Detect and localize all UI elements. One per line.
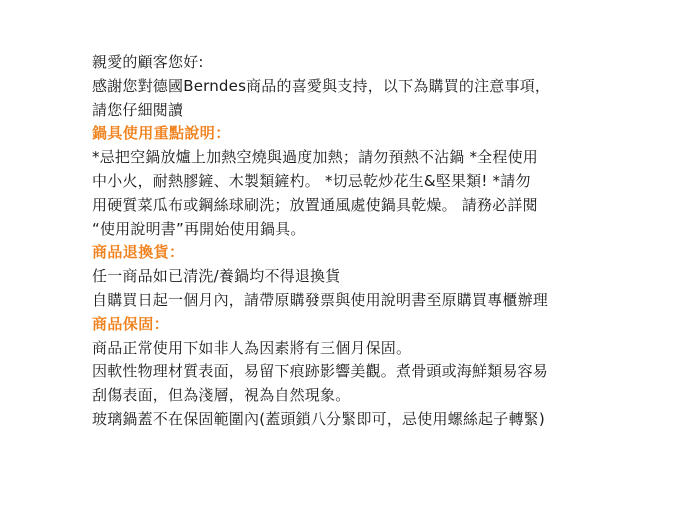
usage-heading: 鍋具使用重點說明： [92,124,231,143]
warranty-line: 玻璃鍋蓋不在保固範圍內(蓋頭鎖八分緊即可，忌使用螺絲起子轉緊) [92,409,545,428]
usage-line: 用硬質菜瓜布或鋼絲球刷洗；放置通風處使鍋具乾燥。 請務必詳閱 [92,195,538,214]
returns-line: 自購買日起一個月內，請帶原購發票與使用說明書至原購買專櫃辦理 [92,290,549,309]
returns-line: 任一商品如已清洗/養鍋均不得退換貨 [92,267,341,286]
greeting: 親愛的顧客您好: [92,53,204,71]
warranty-line: 刮傷表面，但為淺層，視為自然現象。 [92,386,351,405]
warranty-line: 因軟性物理材質表面，易留下痕跡影響美觀。煮骨頭或海鮮類易容易 [92,362,549,381]
usage-line: *忌把空鍋放爐上加熱空燒與過度加熱；請勿預熱不沾鍋 *全程使用 [92,148,538,167]
care-notice [92,51,612,432]
usage-line: “使用說明書”再開始使用鍋具。 [92,219,306,238]
warranty-line: 商品正常使用下如非人為因素將有三個月保固。 [92,338,412,357]
intro-line-1: 感謝您對德國Berndes商品的喜愛與支持，以下為購買的注意事項， [92,76,551,95]
warranty-heading: 商品保固： [92,314,170,333]
returns-heading: 商品退換貨： [92,243,185,262]
intro-line-2: 請您仔細閱讀 [92,100,184,119]
usage-line: 中小火，耐熱膠鏟、木製類鏟杓。 *切忌乾炒花生&堅果類! *請勿 [92,171,531,190]
